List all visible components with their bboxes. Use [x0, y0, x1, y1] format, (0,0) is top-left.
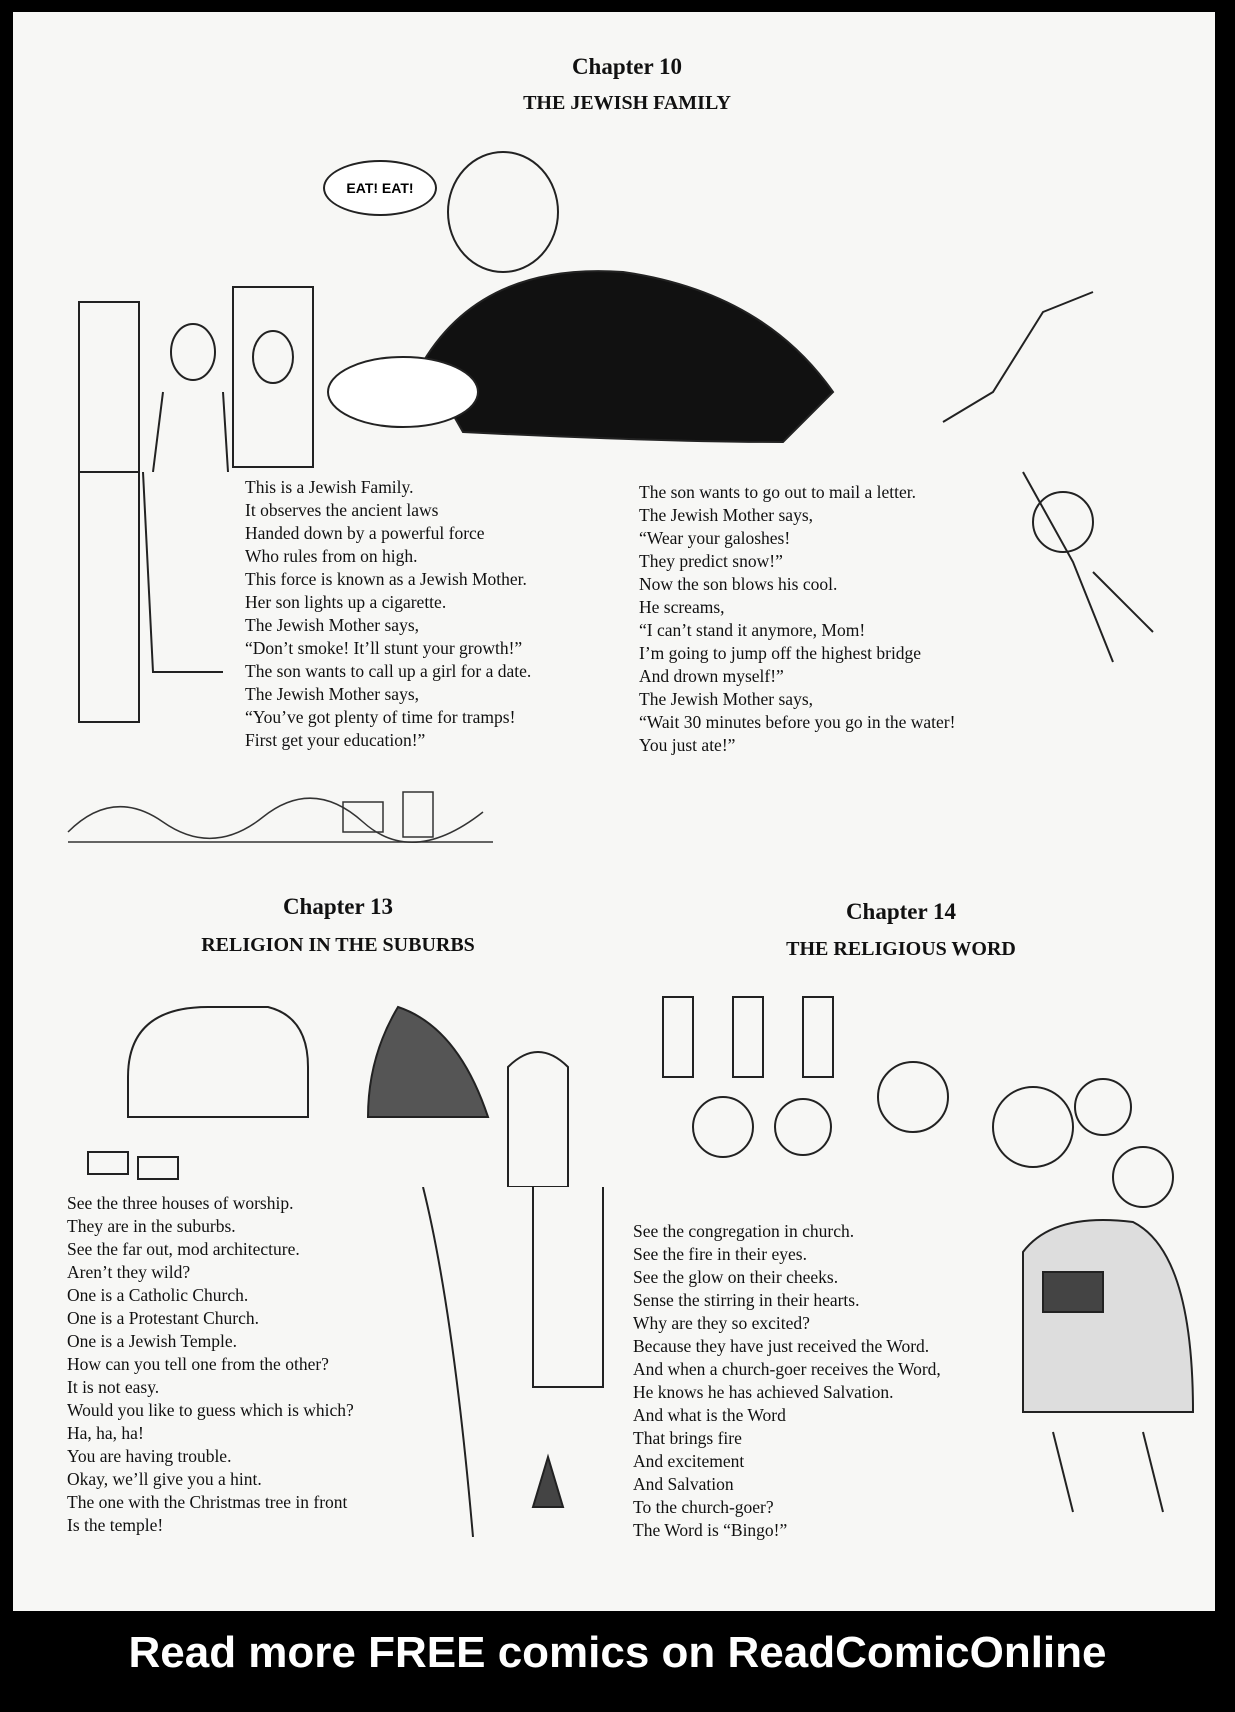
poem-line: First get your education!” — [245, 730, 426, 750]
poem-line: They are in the suburbs. — [67, 1216, 236, 1236]
poem-line: Handed down by a powerful force — [245, 523, 485, 543]
poem-line: Her son lights up a cigarette. — [245, 592, 447, 612]
poem-line: And what is the Word — [633, 1405, 786, 1425]
poem-line: See the far out, mod architecture. — [67, 1239, 300, 1259]
comic-page — [13, 12, 1215, 1611]
poem-line: “Don’t smoke! It’ll stunt your growth!” — [245, 638, 523, 658]
poem-line: The Jewish Mother says, — [639, 505, 814, 525]
poem-line: Now the son blows his cool. — [639, 574, 838, 594]
chapter-14-heading: Chapter 14 — [845, 899, 957, 924]
congregation-illustration — [643, 977, 1193, 1212]
chapter-13-heading: Chapter 13 — [282, 894, 394, 919]
poem-line: Aren’t they wild? — [67, 1262, 191, 1282]
poem-line: See the glow on their cheeks. — [633, 1267, 839, 1287]
poem-line: “Wait 30 minutes before you go in the water! — [639, 712, 956, 732]
chapter-10-title: THE JEWISH FAMILY — [523, 92, 731, 114]
chapter-10-left-poem — [245, 476, 531, 752]
poem-line: How can you tell one from the other? — [67, 1354, 329, 1374]
chapter-10-heading: Chapter 10 — [571, 54, 683, 79]
poem-line: And drown myself!” — [639, 666, 784, 686]
poem-line: See the fire in their eyes. — [633, 1244, 807, 1264]
poem-line: Would you like to guess which is which? — [67, 1400, 354, 1420]
poem-line: It observes the ancient laws — [245, 500, 439, 520]
poem-line: He knows he has achieved Salvation. — [633, 1382, 894, 1402]
family-table-illustration — [63, 472, 233, 732]
poem-line: They predict snow!” — [639, 551, 783, 571]
poem-line: The son wants to call up a girl for a date. — [245, 661, 532, 681]
poem-line: See the congregation in church. — [633, 1221, 855, 1241]
poem-line: That brings fire — [633, 1428, 742, 1448]
chapter-14-poem — [633, 1220, 941, 1542]
jewish-family-illustration — [63, 142, 1183, 472]
poem-line: Okay, we’ll give you a hint. — [67, 1469, 262, 1489]
suburban-churches-illustration — [68, 977, 628, 1187]
poem-line: One is a Jewish Temple. — [67, 1331, 238, 1351]
poem-line: The Jewish Mother says, — [245, 615, 420, 635]
poem-line: One is a Protestant Church. — [67, 1308, 259, 1328]
poem-line: The son wants to go out to mail a letter. — [639, 482, 917, 502]
poem-line: And when a church-goer receives the Word, — [633, 1359, 941, 1379]
poem-line: He screams, — [639, 597, 725, 617]
footer-banner-link[interactable]: Read more FREE comics on ReadComicOnline — [128, 1628, 1107, 1677]
falling-son-illustration — [1003, 452, 1183, 712]
poem-line: Why are they so excited? — [633, 1313, 810, 1333]
poem-line: “Wear your galoshes! — [639, 528, 791, 548]
poem-line: “You’ve got plenty of time for tramps! — [245, 707, 516, 727]
poem-line: I’m going to jump off the highest bridge — [639, 643, 922, 663]
poem-line: The Jewish Mother says, — [245, 684, 420, 704]
poem-line: This is a Jewish Family. — [245, 477, 414, 497]
poem-line: One is a Catholic Church. — [67, 1285, 249, 1305]
poem-line: You are having trouble. — [67, 1446, 232, 1466]
poem-line: Ha, ha, ha! — [67, 1423, 144, 1443]
chapter-10-right-poem — [639, 481, 955, 757]
poem-line: Who rules from on high. — [245, 546, 418, 566]
congregation-member-illustration — [1013, 1212, 1203, 1532]
poem-line: It is not easy. — [67, 1377, 160, 1397]
temple-street-illustration — [413, 1187, 628, 1537]
poem-line: To the church-goer? — [633, 1497, 774, 1517]
poem-line: And excitement — [633, 1451, 745, 1471]
poem-line: You just ate!” — [639, 735, 736, 755]
chapter-13-title: RELIGION IN THE SUBURBS — [201, 934, 475, 956]
poem-line: See the three houses of worship. — [67, 1193, 294, 1213]
poem-line: Because they have just received the Word. — [633, 1336, 930, 1356]
chapter-14-title: THE RELIGIOUS WORD — [786, 938, 1016, 960]
chapter-13-poem — [67, 1192, 354, 1537]
poem-line: And Salvation — [633, 1474, 734, 1494]
speech-bubble: EAT! EAT! — [323, 160, 437, 216]
crowd-strip-illustration — [63, 782, 503, 852]
poem-line: This force is known as a Jewish Mother. — [245, 569, 527, 589]
poem-line: “I can’t stand it anymore, Mom! — [639, 620, 866, 640]
poem-line: The Word is “Bingo!” — [633, 1520, 788, 1540]
poem-line: Is the temple! — [67, 1515, 164, 1535]
poem-line: The one with the Christmas tree in front — [67, 1492, 348, 1512]
poem-line: The Jewish Mother says, — [639, 689, 814, 709]
poem-line: Sense the stirring in their hearts. — [633, 1290, 860, 1310]
